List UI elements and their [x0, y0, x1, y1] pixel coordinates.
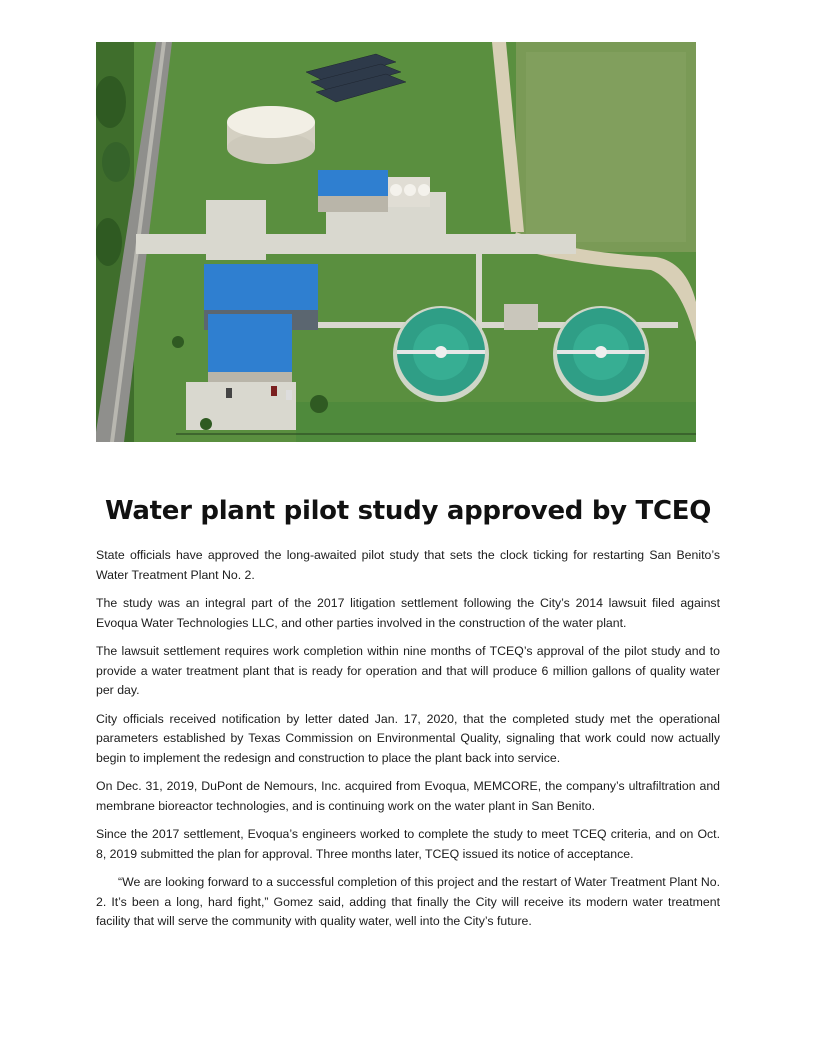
article-paragraph: On Dec. 31, 2019, DuPont de Nemours, Inc. acquired from Evoqua, MEMCORE, the company’s ultrafiltration and membrane bioreactor technologies, and is continuing work on the water plant in San Benito. [96, 779, 720, 813]
article-paragraph: Since the 2017 settlement, Evoqua’s engineers worked to complete the study to meet TCEQ criteria, and on Oct. 8, 2019 submitted the plan for approval. Three months later, TCEQ issued its notice of acceptance. [96, 827, 720, 861]
article-paragraph: City officials received notification by letter dated Jan. 17, 2020, that the completed study met the operational parameters established by Texas Commission on Environmental Quality, signaling that work could now actually begin to implement the redesign and construction to place the plant back into service. [96, 711, 720, 765]
article-paragraph: The lawsuit settlement requires work completion within nine months of TCEQ’s approval of the pilot study and to provide a water treatment plant that is ready for operation and that will produce 6 million gallons of quality water per day. [96, 644, 720, 697]
article-quote-paragraph: “We are looking forward to a successful completion of this project and the restart of Water Treatment Plant No. 2. It’s been a long, hard fight,” Gomez said, adding that finally the City will receive its modern water treatment facility that will serve the community with quality water, well into the City’s future. [96, 875, 720, 928]
article-body [96, 546, 720, 941]
article-paragraph: The study was an integral part of the 2017 litigation settlement following the City’s 2014 lawsuit filed against Evoqua Water Technologies LLC, and other parties involved in the construction of the water plant. [96, 596, 720, 630]
article-headline: Water plant pilot study approved by TCEQ [104, 496, 712, 526]
aerial-photo [96, 42, 696, 442]
article-paragraph: State officials have approved the long-awaited pilot study that sets the clock ticking for restarting San Benito’s Water Treatment Plant No. 2. [96, 548, 720, 582]
water-plant-illustration [96, 42, 696, 442]
